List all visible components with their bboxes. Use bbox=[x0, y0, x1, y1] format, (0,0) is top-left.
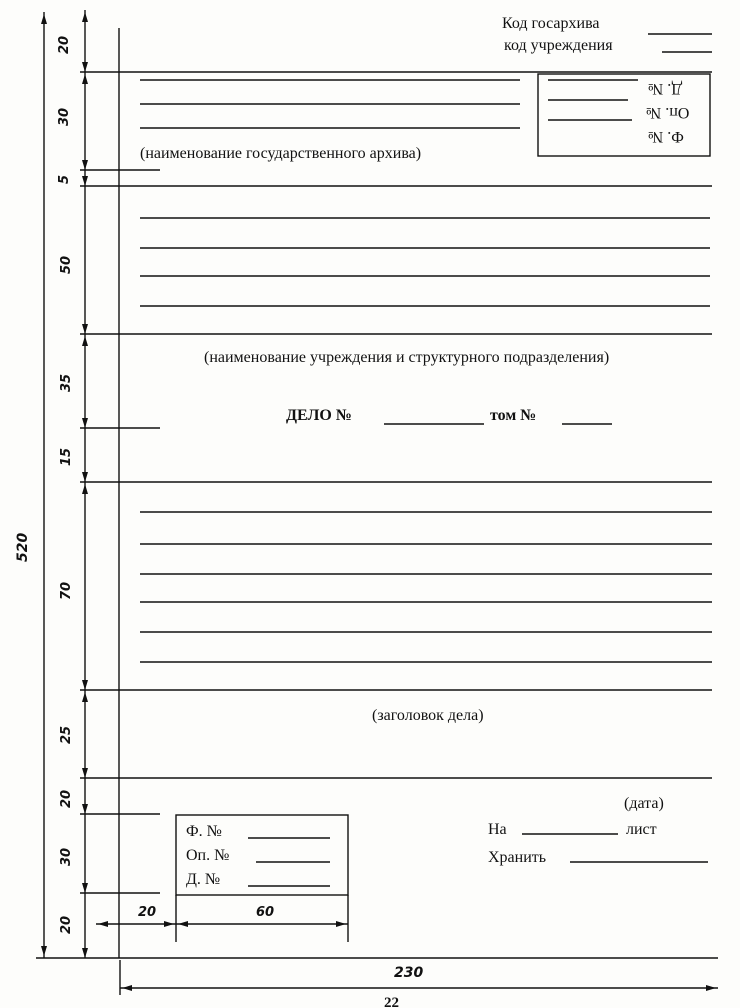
institution-code-label: код учреждения bbox=[504, 37, 613, 54]
top-box-inventory-label: Оп. № bbox=[646, 104, 690, 121]
date-caption: (дата) bbox=[624, 795, 664, 812]
dim-20-top: 20 bbox=[57, 35, 72, 54]
dim-15: 15 bbox=[59, 447, 74, 466]
dim-20-mid: 20 bbox=[59, 789, 74, 808]
archive-code-label: Код госархива bbox=[502, 15, 600, 32]
dim-total-width: 230 bbox=[394, 965, 424, 981]
dim-50: 50 bbox=[59, 255, 74, 274]
volume-number-label: том № bbox=[490, 407, 537, 424]
archive-name-caption: (наименование государственного архива) bbox=[140, 145, 422, 162]
bottom-inventory-label: Оп. № bbox=[186, 847, 230, 864]
institution-name-caption: (наименование учреждения и структурного подразделения) bbox=[204, 349, 610, 366]
dim-bottom-box-width: 60 bbox=[256, 905, 275, 920]
keep-label: Хранить bbox=[488, 849, 547, 866]
case-number-label: ДЕЛО № bbox=[286, 407, 352, 424]
bottom-fund-label: Ф. № bbox=[186, 823, 222, 840]
dim-25: 25 bbox=[59, 725, 74, 744]
dim-30: 30 bbox=[57, 107, 72, 126]
dim-total-height: 520 bbox=[15, 532, 31, 562]
dim-30-bottom: 30 bbox=[59, 847, 74, 866]
sheet-label: лист bbox=[626, 821, 657, 838]
bottom-case-label: Д. № bbox=[186, 871, 221, 888]
dim-70: 70 bbox=[59, 581, 74, 600]
top-box-case-label: Д. № bbox=[648, 80, 683, 97]
dim-5: 5 bbox=[57, 174, 72, 184]
dim-20-bottom: 20 bbox=[59, 915, 74, 934]
page-number: 22 bbox=[384, 995, 399, 1008]
top-box-fund-label: Ф. № bbox=[648, 128, 684, 145]
dim-bottom-left-width: 20 bbox=[138, 905, 157, 920]
dim-35: 35 bbox=[59, 373, 74, 392]
case-title-caption: (заголовок дела) bbox=[372, 707, 484, 724]
on-label: На bbox=[488, 821, 507, 838]
